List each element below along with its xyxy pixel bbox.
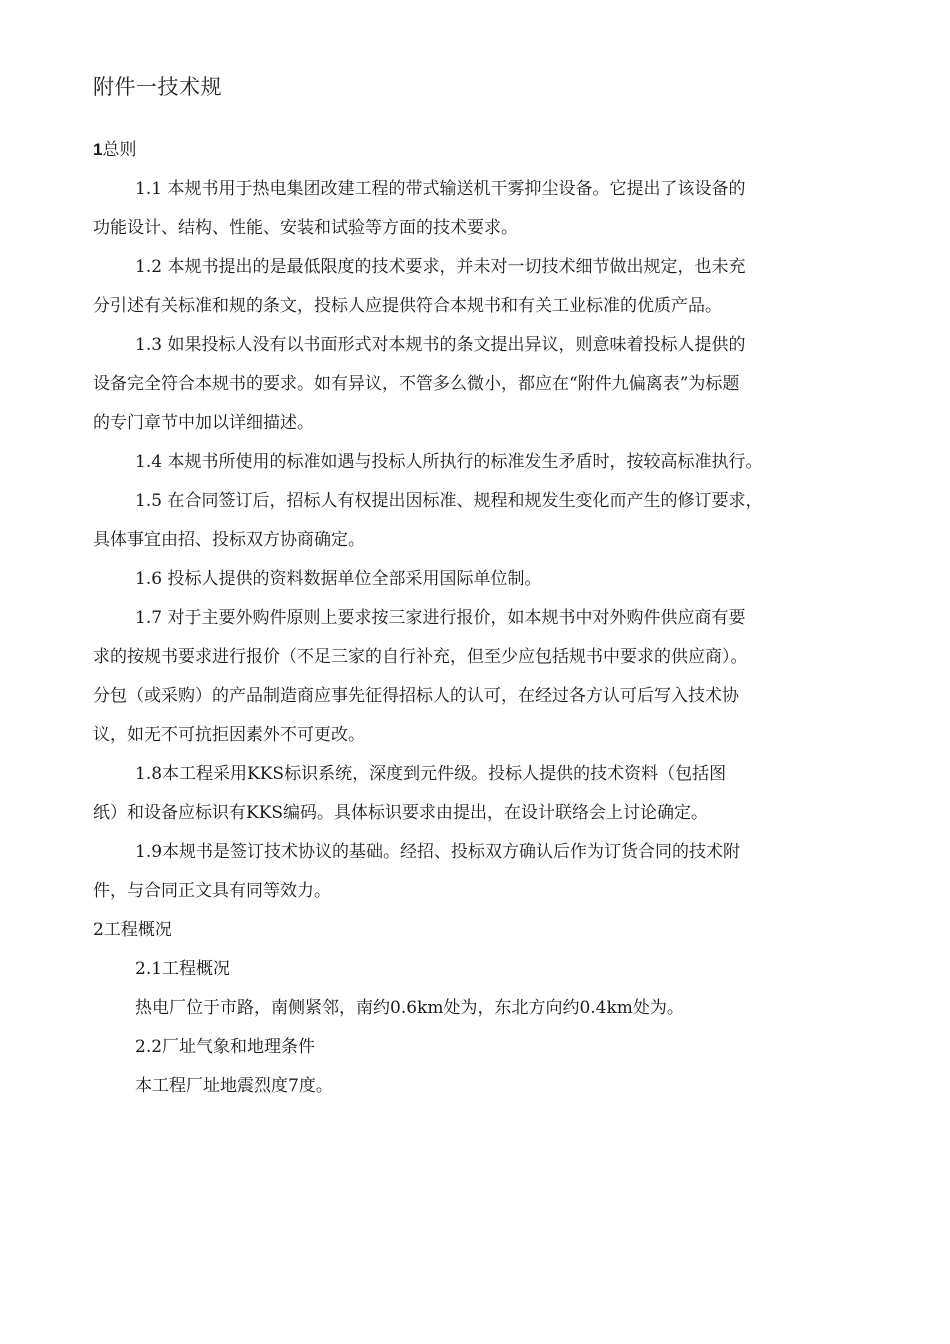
paragraph-1-2	[93, 248, 893, 326]
paragraph-line: 件，与合同正文具有同等效力。	[93, 881, 331, 901]
paragraph-line: 分引述有关标准和规的条文，投标人应提供符合本规书和有关工业标准的优质产品。	[93, 296, 722, 316]
paragraph-1-9	[93, 833, 893, 911]
paragraph-line: 具体事宜由招、投标双方协商确定。	[93, 530, 365, 550]
paragraph-line: 功能设计、结构、性能、安装和试验等方面的技术要求。	[93, 218, 518, 238]
paragraph-1-8	[93, 755, 893, 833]
paragraph-line: 1.9本规书是签订技术协议的基础。经招、投标双方确认后作为订货合同的技术附	[135, 842, 741, 862]
paragraph-1-7	[93, 599, 893, 755]
paragraph-1-6	[93, 560, 893, 599]
paragraph-1-4	[93, 443, 893, 482]
paragraph-line: 分包（或采购）的产品制造商应事先征得招标人的认可，在经过各方认可后写入技术协	[93, 686, 739, 706]
subsection-2-1-heading: 2.1工程概况	[135, 959, 231, 979]
subsection-2-2-heading: 2.2厂址气象和地理条件	[135, 1037, 316, 1057]
section-1-title: 总则	[102, 140, 137, 160]
paragraph-line: 求的按规书要求进行报价（不足三家的自行补充，但至少应包括规书中要求的供应商）。	[93, 647, 748, 667]
section-1-number: 1	[93, 140, 103, 159]
subsection-2-1-text: 热电厂位于市路，南侧紧邻，南约0.6km处为，东北方向约0.4km处为。	[135, 998, 684, 1018]
paragraph-line: 议，如无不可抗拒因素外不可更改。	[93, 725, 365, 745]
paragraph-1-1	[93, 170, 893, 248]
document-body	[93, 130, 893, 1106]
paragraph-line: 的专门章节中加以详细描述。	[93, 413, 314, 433]
paragraph-line: 1.1 本规书用于热电集团改建工程的带式输送机干雾抑尘设备。它提出了该设备的	[135, 179, 746, 199]
paragraph-line: 设备完全符合本规书的要求。如有异议，不管多么微小，都应在“附件九偏离表”为标题	[93, 374, 740, 394]
paragraph-line: 1.5 在合同签订后，招标人有权提出因标准、规程和规发生变化而产生的修订要求，	[135, 491, 763, 511]
paragraph-line: 1.4 本规书所使用的标准如遇与投标人所执行的标准发生矛盾时，按较高标准执行。	[135, 452, 763, 472]
paragraph-1-3	[93, 326, 893, 443]
paragraph-line: 1.8本工程采用KKS标识系统，深度到元件级。投标人提供的技术资料（包括图	[135, 764, 727, 784]
paragraph-line: 1.3 如果投标人没有以书面形式对本规书的条文提出异议，则意味着投标人提供的	[135, 335, 746, 355]
section-2-heading: 2工程概况	[93, 920, 172, 940]
paragraph-1-5	[93, 482, 893, 560]
paragraph-line: 1.6 投标人提供的资料数据单位全部采用国际单位制。	[135, 569, 542, 589]
section-1-heading	[93, 130, 893, 170]
paragraph-line: 1.7 对于主要外购件原则上要求按三家进行报价，如本规书中对外购件供应商有要	[135, 608, 746, 628]
paragraph-line: 纸）和设备应标识有KKS编码。具体标识要求由提出，在设计联络会上讨论确定。	[93, 803, 709, 823]
subsection-2-2-text: 本工程厂址地震烈度7度。	[135, 1076, 333, 1096]
paragraph-line: 1.2 本规书提出的是最低限度的技术要求，并未对一切技术细节做出规定，也未充	[135, 257, 746, 277]
document-title: 附件一技术规	[93, 75, 222, 99]
